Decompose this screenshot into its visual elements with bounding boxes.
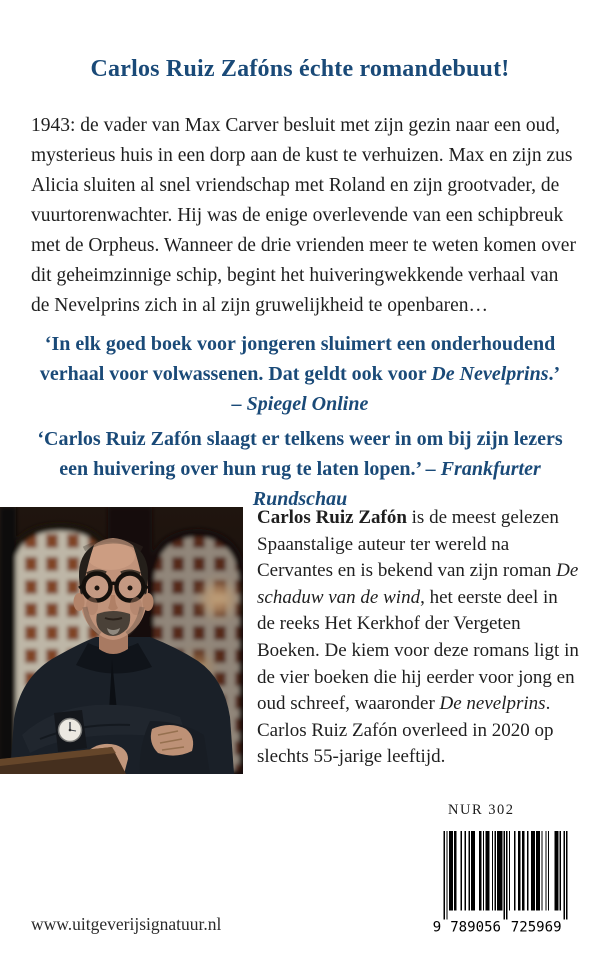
author-photo (0, 507, 243, 774)
eye (95, 586, 100, 591)
book-title-italic: De nevelprins (439, 693, 546, 715)
eye (128, 586, 133, 591)
nur-code: NUR 302 (448, 802, 515, 818)
quote-source-name: – Frankfurter Rundschau (252, 458, 541, 510)
book-title-italic: De schaduw van de wind (257, 560, 579, 608)
author-name-bold: Carlos Ruiz Zafón (257, 507, 407, 528)
quote-closing: .’ (548, 363, 561, 385)
book-title-italic: De Nevelprins (431, 363, 549, 385)
isbn-barcode (432, 831, 570, 934)
barcode-digit-first: 9 (432, 919, 442, 934)
publisher-website: www.uitgeverijsignatuur.nl (31, 914, 222, 934)
quote-text (30, 424, 570, 514)
barcode-digits-left: 789056 (450, 919, 501, 934)
quote-body-text: ‘Carlos Ruiz Zafón slaagt er telkens weer in om bij zijn lezers een huivering over hun rug te laten lopen.’ (37, 428, 563, 480)
quote-source-line (30, 389, 570, 419)
press-quote-frankfurter (30, 424, 570, 514)
bio-text-run: is de meest gelezen Spaanstalige auteur ter wereld na Cervantes en is bekend van zijn roman (257, 507, 559, 582)
bio-text-run: . Carlos Ruiz Zafón overleed in 2020 op slechts 55-jarige leeftijd. (257, 693, 554, 768)
bio-text-run: , het eerste deel in de reeks Het Kerkhof der Vergeten Boeken. De kiem voor deze romans ligt in de vier boeken die hij eerder voor jong en oud schreef, waaronder (257, 586, 579, 715)
quote-text (30, 329, 570, 389)
quote-source-name: – Spiegel Online (231, 393, 369, 415)
author-bio (257, 505, 579, 771)
back-cover-headline: Carlos Ruiz Zafóns échte romandebuut! (90, 56, 510, 82)
barcode-digits-right: 725969 (510, 919, 562, 934)
press-quote-spiegel (30, 329, 570, 419)
synopsis-paragraph: 1943: de vader van Max Carver besluit met zijn gezin naar een oud, mysterieus huis in een dorp aan de kust te verhuizen. Max en zijn zus Alicia sluiten al snel vriendschap met Roland en zijn grootvader, de vuurtorenwachter. Hij was de enige overlevende van een schipbreuk met de Orpheus. Wanneer de drie vrienden meer te weten komen over dit geheimzinnige schip, begint het huiveringwekkende verhaal van de Nevelprins zich in al zijn gruwelijkheid te openbaren… (31, 115, 576, 316)
wristwatch (54, 710, 87, 752)
quote-body-text: ‘In elk goed boek voor jongeren sluimert een onderhoudend verhaal voor volwassenen. Dat geldt ook voor (39, 333, 556, 385)
